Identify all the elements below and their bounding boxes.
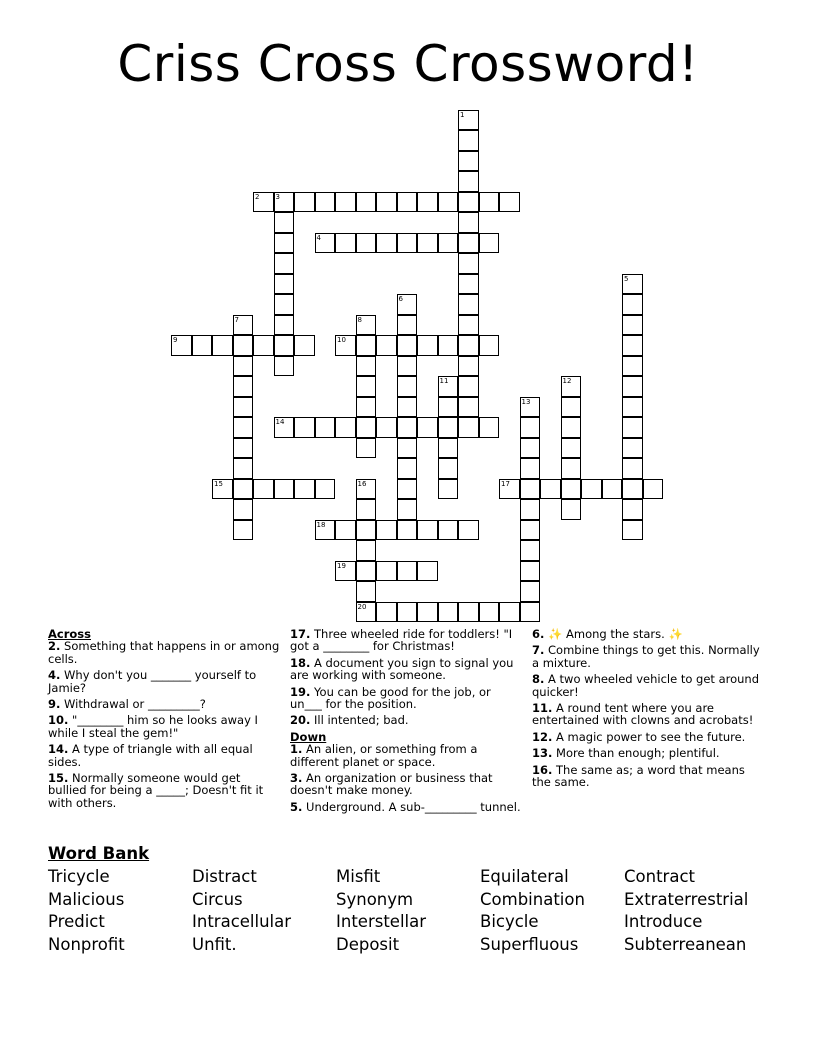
crossword-cell[interactable] (356, 602, 377, 623)
crossword-cell[interactable] (397, 479, 418, 500)
crossword-cell[interactable] (458, 233, 479, 254)
crossword-cell[interactable] (356, 356, 377, 377)
crossword-cell[interactable] (520, 397, 541, 418)
crossword-cell[interactable] (233, 499, 254, 520)
crossword-cell[interactable] (335, 233, 356, 254)
clue-text: Why don't you _______ yourself to Jamie? (48, 668, 257, 695)
crossword-cell[interactable] (274, 253, 295, 274)
crossword-cell[interactable] (335, 417, 356, 438)
clue-item (48, 743, 282, 768)
cell-number: 9 (173, 336, 178, 344)
clue-text: Something that happens in or among cells. (48, 639, 280, 666)
crossword-cell[interactable] (438, 458, 459, 479)
crossword-cell[interactable] (376, 602, 397, 623)
clue-number: 18. (290, 655, 311, 670)
crossword-cell[interactable] (356, 499, 377, 520)
crossword-cell[interactable] (397, 335, 418, 356)
word-bank-word: Synonym (336, 890, 414, 909)
crossword-cell[interactable] (233, 458, 254, 479)
word-bank-word: Tricycle (48, 867, 110, 886)
clue-item (48, 640, 282, 665)
crossword-cell[interactable] (397, 561, 418, 582)
crossword-cell[interactable] (458, 335, 479, 356)
crossword-cell[interactable] (253, 479, 274, 500)
clue-item (290, 657, 522, 682)
crossword-cell[interactable] (479, 417, 500, 438)
cell-number: 3 (275, 192, 280, 201)
crossword-cell[interactable] (561, 458, 582, 479)
clue-number: 15. (48, 771, 69, 786)
crossword-cell[interactable] (212, 335, 233, 356)
crossword-cell[interactable] (520, 458, 541, 479)
clue-item (290, 743, 522, 768)
crossword-cell[interactable] (438, 233, 459, 254)
crossword-cell[interactable] (356, 438, 377, 459)
crossword-cell[interactable] (458, 192, 479, 213)
crossword-cell[interactable] (233, 335, 254, 356)
crossword-cell[interactable] (356, 192, 377, 213)
cell-number: 2 (255, 192, 260, 201)
crossword-cell[interactable] (356, 315, 377, 336)
word-bank-word: Contract (624, 867, 695, 886)
crossword-cell[interactable] (376, 335, 397, 356)
crossword-cell[interactable] (458, 602, 479, 623)
crossword-cell[interactable] (315, 233, 336, 254)
cell-number: 18 (316, 520, 326, 529)
crossword-cell[interactable] (294, 417, 315, 438)
crossword-cell[interactable] (520, 602, 541, 623)
crossword-cell[interactable] (397, 192, 418, 213)
crossword-cell[interactable] (458, 315, 479, 336)
crossword-cell[interactable] (417, 192, 438, 213)
clue-number: 8. (532, 672, 545, 687)
crossword-cell[interactable] (212, 479, 233, 500)
crossword-cell[interactable] (335, 520, 356, 541)
word-bank-word: Equilateral (480, 867, 569, 886)
clue-number: 12. (532, 729, 553, 744)
crossword-cell[interactable] (520, 581, 541, 602)
clue-text: Combine things to get this. Normally a mixture. (532, 643, 760, 670)
clues-column-1 (48, 628, 282, 813)
clue-item (532, 747, 764, 759)
down-clue-list (290, 743, 522, 813)
crossword-cell[interactable] (479, 602, 500, 623)
crossword-cell[interactable] (622, 294, 643, 315)
crossword-cell[interactable] (274, 192, 295, 213)
clue-text: Three wheeled ride for toddlers! "I got a ________ for Christmas! (290, 627, 513, 654)
crossword-cell[interactable] (458, 294, 479, 315)
crossword-cell[interactable] (438, 602, 459, 623)
crossword-cell[interactable] (499, 602, 520, 623)
crossword-cell[interactable] (356, 376, 377, 397)
clue-item (290, 628, 522, 653)
clue-number: 9. (48, 697, 61, 712)
across-clue-list (48, 640, 282, 809)
crossword-cell[interactable] (458, 417, 479, 438)
crossword-cell[interactable] (520, 499, 541, 520)
cell-number: 19 (337, 561, 346, 570)
clue-text: Underground. A sub-_________ tunnel. (302, 799, 521, 814)
clue-item (532, 673, 764, 698)
word-bank-word: Unfit. (192, 935, 237, 954)
clue-number: 10. (48, 713, 69, 728)
crossword-cell[interactable] (397, 315, 418, 336)
crossword-cell[interactable] (356, 520, 377, 541)
crossword-cell[interactable] (622, 356, 643, 377)
crossword-cell[interactable] (397, 499, 418, 520)
word-bank-word: Circus (192, 890, 243, 909)
cell-number: 7 (234, 315, 239, 324)
clue-text: Ill intented; bad. (310, 713, 409, 728)
word-bank-word: Predict (48, 912, 105, 931)
crossword-cell[interactable] (458, 171, 479, 192)
crossword-cell[interactable] (438, 438, 459, 459)
crossword-cell[interactable] (622, 335, 643, 356)
crossword-cell[interactable] (417, 335, 438, 356)
crossword-cell[interactable] (356, 479, 377, 500)
crossword-cell[interactable] (499, 192, 520, 213)
crossword-cell[interactable] (356, 417, 377, 438)
crossword-cell[interactable] (356, 540, 377, 561)
clue-text: A type of triangle with all equal sides. (48, 742, 253, 769)
crossword-cell[interactable] (520, 417, 541, 438)
clue-item (290, 714, 522, 726)
crossword-cell[interactable] (561, 417, 582, 438)
cell-number: 17 (501, 479, 510, 488)
crossword-cell[interactable] (376, 233, 397, 254)
clue-number: 11. (532, 701, 553, 716)
crossword-cell[interactable] (274, 233, 295, 254)
crossword-cell[interactable] (397, 294, 418, 315)
crossword-cell[interactable] (294, 335, 315, 356)
crossword-cell[interactable] (540, 479, 561, 500)
crossword-cell[interactable] (315, 192, 336, 213)
crossword-cell[interactable] (274, 356, 295, 377)
clue-item (290, 772, 522, 797)
cell-number: 1 (460, 110, 465, 119)
crossword-cell[interactable] (315, 417, 336, 438)
crossword-cell[interactable] (438, 376, 459, 397)
crossword-cell[interactable] (233, 438, 254, 459)
word-bank-word: Superfluous (480, 935, 579, 954)
crossword-cell[interactable] (458, 520, 479, 541)
crossword-cell[interactable] (438, 479, 459, 500)
clue-number: 13. (532, 746, 553, 761)
crossword-cell[interactable] (417, 233, 438, 254)
clue-item (48, 669, 282, 694)
crossword-cell[interactable] (274, 335, 295, 356)
clue-text: An organization or business that doesn't make money. (290, 771, 493, 798)
clue-text: The same as; a word that means the same. (532, 762, 745, 790)
clue-item (532, 764, 764, 789)
crossword-cell[interactable] (438, 335, 459, 356)
clue-text: A magic power to see the future. (552, 729, 746, 744)
crossword-cell[interactable] (438, 192, 459, 213)
crossword-cell[interactable] (622, 376, 643, 397)
word-bank-word: Deposit (336, 935, 400, 954)
crossword-cell[interactable] (417, 561, 438, 582)
cell-number: 13 (521, 397, 531, 406)
crossword-cell[interactable] (581, 479, 602, 500)
clue-item (290, 801, 522, 813)
cell-number: 14 (275, 418, 285, 426)
clue-number: 7. (532, 643, 545, 658)
crossword-cell[interactable] (622, 438, 643, 459)
crossword-cell[interactable] (356, 561, 377, 582)
crossword-cell[interactable] (417, 602, 438, 623)
clue-number: 14. (48, 742, 69, 757)
crossword-cell[interactable] (274, 274, 295, 295)
crossword-cell[interactable] (622, 397, 643, 418)
page-title: Criss Cross Crossword! (117, 35, 699, 93)
crossword-cell[interactable] (233, 417, 254, 438)
crossword-cell[interactable] (458, 274, 479, 295)
crossword-cell[interactable] (315, 479, 336, 500)
crossword-cell[interactable] (356, 581, 377, 602)
clue-text: An alien, or something from a different planet or space. (290, 742, 478, 769)
clue-number: 4. (48, 668, 61, 683)
clue-number: 3. (290, 771, 303, 786)
crossword-cell[interactable] (376, 192, 397, 213)
crossword-cell[interactable] (376, 561, 397, 582)
down-clue-list-continued (532, 628, 764, 788)
clue-item (48, 698, 282, 710)
cell-number: 4 (316, 233, 321, 242)
clue-item (290, 686, 522, 711)
crossword-cell[interactable] (397, 417, 418, 438)
crossword-cell[interactable] (622, 274, 643, 295)
cell-number: 15 (214, 479, 223, 488)
crossword-cell[interactable] (643, 479, 664, 500)
crossword-cell[interactable] (417, 417, 438, 438)
crossword-cell[interactable] (335, 335, 356, 356)
clue-number: 5. (290, 799, 303, 814)
cell-number: 5 (624, 274, 629, 283)
crossword-cell[interactable] (233, 376, 254, 397)
clue-item (532, 644, 764, 669)
crossword-cell[interactable] (356, 233, 377, 254)
word-bank-word: Malicious (48, 890, 125, 909)
crossword-cell[interactable] (458, 356, 479, 377)
cell-number: 12 (562, 377, 572, 385)
clue-text: You can be good for the job, or un___ for the position. (290, 684, 491, 712)
crossword-cell[interactable] (438, 397, 459, 418)
crossword-cell[interactable] (561, 438, 582, 459)
crossword-cell[interactable] (561, 499, 582, 520)
crossword-cell[interactable] (622, 520, 643, 541)
word-bank-word: Nonprofit (48, 935, 125, 954)
word-bank-word: Bicycle (480, 912, 539, 931)
crossword-cell[interactable] (274, 212, 295, 233)
cell-number: 10 (337, 336, 346, 344)
clues-column-2 (290, 628, 522, 817)
word-bank-title: Word Bank (48, 844, 150, 863)
crossword-cell[interactable] (458, 397, 479, 418)
crossword-cell[interactable] (458, 212, 479, 233)
cell-number: 16 (357, 479, 367, 488)
clue-text: A document you sign to signal you are working with someone. (290, 655, 514, 683)
crossword-cell[interactable] (335, 561, 356, 582)
crossword-cell[interactable] (438, 417, 459, 438)
clue-item (532, 731, 764, 743)
crossword-cell[interactable] (274, 479, 295, 500)
crossword-cell[interactable] (622, 499, 643, 520)
crossword-cell[interactable] (479, 233, 500, 254)
crossword-cell[interactable] (520, 520, 541, 541)
crossword-cell[interactable] (192, 335, 213, 356)
crossword-cell[interactable] (622, 458, 643, 479)
clues-column-3 (532, 628, 764, 792)
crossword-cell[interactable] (397, 602, 418, 623)
crossword-cell[interactable] (397, 458, 418, 479)
cell-number: 20 (357, 602, 367, 611)
clue-number: 17. (290, 627, 311, 641)
crossword-cell[interactable] (294, 479, 315, 500)
crossword-cell[interactable] (602, 479, 623, 500)
clue-number: 19. (290, 684, 311, 699)
word-bank-word: Extraterrestrial (624, 890, 749, 909)
crossword-cell[interactable] (274, 315, 295, 336)
clue-text: More than enough; plentiful. (552, 746, 720, 761)
clue-text: Normally someone would get bullied for being a _____; Doesn't fit it with others. (48, 771, 264, 810)
crossword-cell[interactable] (397, 356, 418, 377)
clue-text: A two wheeled vehicle to get around quicker! (532, 672, 760, 699)
word-bank-word: Misfit (336, 867, 381, 886)
word-bank-word: Subterreanean (624, 935, 747, 954)
crossword-cell[interactable] (479, 335, 500, 356)
crossword-cell[interactable] (458, 130, 479, 151)
crossword-cell[interactable] (397, 397, 418, 418)
crossword-cell[interactable] (561, 376, 582, 397)
crossword-cell[interactable] (294, 192, 315, 213)
crossword-cell[interactable] (356, 335, 377, 356)
crossword-cell[interactable] (274, 417, 295, 438)
crossword-cell[interactable] (622, 315, 643, 336)
crossword-cell[interactable] (417, 520, 438, 541)
clue-number: 6. (532, 627, 545, 641)
clue-item (532, 628, 764, 640)
clue-item (532, 702, 764, 727)
word-bank-word: Interstellar (336, 912, 427, 931)
crossword-cell[interactable] (315, 520, 336, 541)
clue-text: "________ him so he looks away I while I steal the gem!" (48, 713, 258, 740)
crossword-cell[interactable] (520, 540, 541, 561)
word-bank-word: Distract (192, 867, 257, 886)
crossword-cell[interactable] (274, 294, 295, 315)
clue-text: A round tent where you are entertained with clowns and acrobats! (532, 701, 754, 728)
crossword-cell[interactable] (171, 335, 192, 356)
cell-number: 11 (439, 377, 449, 385)
crossword-cell[interactable] (520, 561, 541, 582)
crossword-cell[interactable] (622, 417, 643, 438)
clue-number: 20. (290, 713, 311, 728)
crossword-cell[interactable] (233, 397, 254, 418)
crossword-cell[interactable] (233, 356, 254, 377)
crossword-cell[interactable] (335, 192, 356, 213)
crossword-cell[interactable] (233, 520, 254, 541)
crossword-cell[interactable] (458, 151, 479, 172)
crossword-cell[interactable] (356, 397, 377, 418)
crossword-cell[interactable] (376, 520, 397, 541)
crossword-cell[interactable] (458, 253, 479, 274)
crossword-cell[interactable] (561, 479, 582, 500)
crossword-cell[interactable] (561, 397, 582, 418)
crossword-cell[interactable] (520, 438, 541, 459)
clue-text: ✨ Among the stars. ✨ (544, 627, 683, 641)
word-bank-word: Intracellular (192, 912, 292, 931)
across-clue-list-continued (290, 628, 522, 727)
cell-number: 8 (357, 315, 362, 324)
crossword-cell[interactable] (376, 417, 397, 438)
crossword-cell[interactable] (499, 479, 520, 500)
clue-number: 1. (290, 742, 303, 757)
crossword-cell[interactable] (397, 520, 418, 541)
crossword-cell[interactable] (520, 479, 541, 500)
crossword-cell[interactable] (253, 335, 274, 356)
clue-number: 2. (48, 639, 61, 654)
clue-item (48, 714, 282, 739)
down-heading: Down (290, 729, 327, 744)
crossword-cell[interactable] (458, 110, 479, 131)
clue-item (48, 772, 282, 809)
crossword-cell[interactable] (397, 438, 418, 459)
crossword-cell[interactable] (253, 192, 274, 213)
crossword-cell[interactable] (233, 315, 254, 336)
crossword-cell[interactable] (622, 479, 643, 500)
word-bank-word: Introduce (624, 912, 703, 931)
crossword-cell[interactable] (458, 376, 479, 397)
cell-number: 6 (398, 295, 403, 303)
crossword-cell[interactable] (479, 192, 500, 213)
across-heading: Across (48, 627, 91, 641)
word-bank-word: Combination (480, 890, 585, 909)
crossword-cell[interactable] (397, 376, 418, 397)
crossword-cell[interactable] (397, 233, 418, 254)
crossword-cell[interactable] (438, 520, 459, 541)
clue-text: Withdrawal or _________? (60, 697, 206, 712)
crossword-cell[interactable] (233, 479, 254, 500)
clue-number: 16. (532, 762, 553, 777)
